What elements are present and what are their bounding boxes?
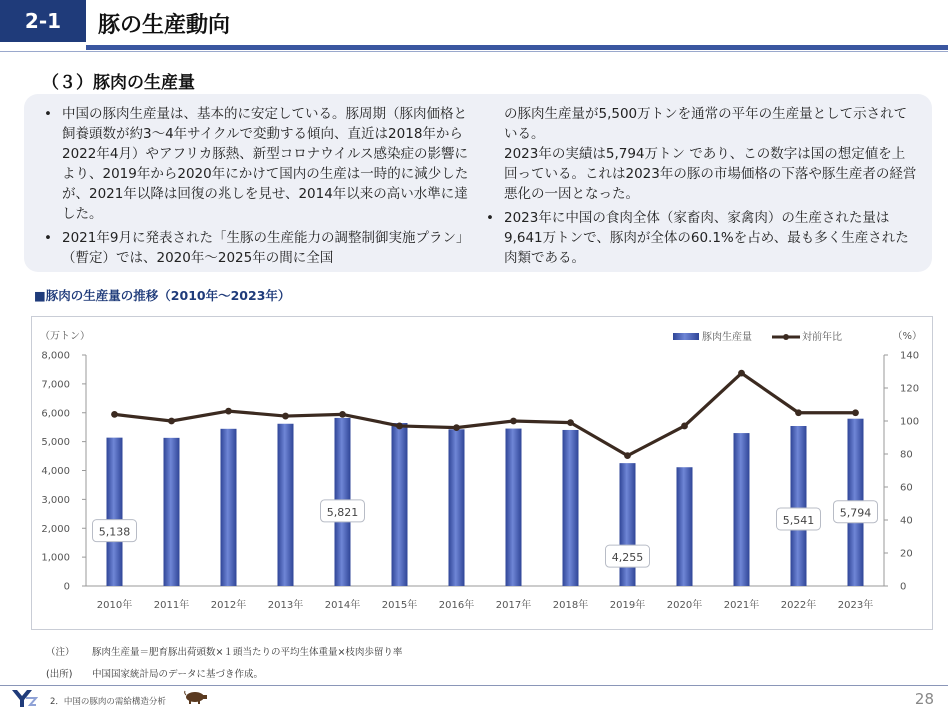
- left-tick-label: 8,000: [41, 350, 70, 362]
- summary-bullet-3: [486, 208, 918, 268]
- right-tick-label: 140: [900, 350, 920, 362]
- source-label: (出所): [46, 669, 73, 680]
- legend-bar-swatch: [673, 333, 699, 340]
- summary-bullet-1: [44, 104, 472, 224]
- x-tick-label: 2013年: [267, 600, 304, 611]
- right-tick-label: 40: [900, 515, 913, 527]
- bar: [734, 433, 750, 586]
- bar: [677, 467, 693, 586]
- note-label: （注）: [46, 647, 75, 658]
- left-tick-label: 4,000: [41, 466, 70, 477]
- x-tick-label: 2019年: [609, 600, 646, 611]
- right-tick-label: 80: [900, 449, 913, 461]
- chart-container: [31, 316, 933, 630]
- legend-bar-label: 豚肉生産量: [702, 332, 752, 343]
- yoy-point: [168, 418, 175, 425]
- yoy-point: [453, 424, 460, 431]
- x-tick-label: 2012年: [210, 600, 247, 611]
- yoy-point: [111, 411, 118, 418]
- x-tick-label: 2014年: [324, 600, 361, 611]
- left-tick-label: 0: [63, 581, 70, 593]
- pig-icon: [183, 690, 209, 704]
- bullet-text: 2023年に中国の食肉全体（家畜肉、家禽肉）の生産された量は9,641万トンで、豚肉が全体の60.1%を占め、最も多く生産された肉類である。: [504, 210, 909, 266]
- bar: [791, 426, 807, 586]
- yoy-point: [510, 418, 517, 425]
- right-axis-unit: （%）: [892, 331, 922, 342]
- data-label: 5,138: [98, 525, 131, 539]
- left-tick-label: 5,000: [41, 437, 70, 449]
- right-tick-label: 120: [900, 383, 920, 395]
- data-label: 4,255: [611, 551, 644, 565]
- bar: [164, 438, 180, 586]
- left-tick-label: 1,000: [41, 552, 70, 564]
- yoy-point: [339, 411, 346, 418]
- x-tick-label: 2021年: [723, 600, 760, 611]
- section-title: （３）豚肉の生産量: [42, 73, 195, 93]
- yoy-point: [795, 409, 802, 416]
- yoy-point: [225, 408, 232, 415]
- bullet-text: 中国の豚肉生産量は、基本的に安定している。豚周期（豚肉価格と飼養頭数が約3～4年サイクルで変動する傾向、直近は2018年から2022年4月）やアフリカ豚熱、新型コロナウイルス感染症の影響により、2019年から2020年にかけて国内の生産は一時的に減少したが、2021年以降は回復の兆しを見せ、2014年以来の高い水準に達した。: [62, 106, 469, 222]
- yoy-point: [567, 419, 574, 426]
- yoy-point: [624, 452, 631, 459]
- x-tick-label: 2015年: [381, 600, 418, 611]
- x-tick-label: 2016年: [438, 600, 475, 611]
- bullet-mark: •: [486, 210, 494, 226]
- left-tick-label: 6,000: [41, 408, 70, 420]
- bar: [506, 429, 522, 586]
- x-tick-label: 2023年: [837, 600, 874, 611]
- source-text: 中国国家統計局のデータに基づき作成。: [92, 669, 264, 680]
- x-tick-label: 2020年: [666, 600, 703, 611]
- yoy-point: [396, 423, 403, 430]
- bar: [392, 423, 408, 586]
- bullet-text: 2021年9月に発表された「生豚の生産能力の調整制御実施プラン」（暫定）では、2020年～2025年の間に全国: [62, 230, 470, 266]
- bar: [221, 429, 237, 586]
- data-label: 5,794: [839, 506, 872, 520]
- x-tick-label: 2018年: [552, 600, 589, 611]
- bullet-mark: •: [44, 106, 52, 122]
- x-tick-label: 2022年: [780, 600, 817, 611]
- bar: [107, 438, 123, 586]
- yoy-point: [738, 370, 745, 377]
- company-logo-icon: [10, 688, 38, 708]
- footer-chapter: 2．中国の豚肉の需給構造分析: [50, 697, 166, 707]
- yoy-point: [681, 423, 688, 430]
- bullet-2-continued: の豚肉生産量が5,500万トンを通常の平年の生産量として示されている。: [504, 106, 908, 142]
- note-formula: [46, 644, 402, 658]
- x-tick-label: 2011年: [153, 600, 190, 611]
- header-divider: [86, 45, 948, 50]
- note-source: [46, 666, 263, 680]
- legend-line-label: 対前年比: [802, 332, 842, 343]
- pork-production-chart: [32, 317, 932, 629]
- yoy-point: [282, 413, 289, 420]
- right-tick-label: 0: [900, 581, 907, 593]
- left-tick-label: 7,000: [41, 379, 70, 391]
- right-tick-label: 20: [900, 548, 913, 560]
- section-number: 2-1: [24, 9, 62, 33]
- left-axis-unit: （万トン）: [40, 331, 90, 342]
- right-tick-label: 100: [900, 416, 920, 428]
- x-tick-label: 2017年: [495, 600, 532, 611]
- bullet-2-result: 2023年の実績は5,794万トン であり、この数字は国の想定値を上回っている。これは2023年の豚の市場価格の下落や豚生産者の経営悪化の一因となった。: [504, 146, 917, 202]
- data-label: 5,821: [326, 505, 359, 519]
- bullet-mark: •: [44, 230, 52, 246]
- legend-line-marker: [783, 334, 789, 340]
- summary-right-column: [486, 104, 918, 272]
- data-label: 5,541: [782, 514, 815, 528]
- left-tick-label: 2,000: [41, 523, 70, 535]
- page-title: 豚の生産動向: [98, 13, 231, 38]
- bar: [278, 424, 294, 586]
- chart-title: ■豚肉の生産量の推移（2010年～2023年）: [34, 288, 291, 303]
- right-tick-label: 60: [900, 482, 913, 494]
- section-number-badge: [0, 0, 86, 42]
- note-text: 豚肉生産量＝肥育豚出荷頭数×１頭当たりの平均生体重量×枝肉歩留り率: [92, 647, 403, 658]
- summary-left-column: [44, 104, 472, 272]
- page-number: 28: [914, 690, 934, 708]
- bar: [563, 430, 579, 586]
- summary-bullet-2: [44, 228, 472, 268]
- footer-divider: [0, 685, 948, 686]
- summary-box: [24, 94, 932, 272]
- yoy-point: [852, 409, 859, 416]
- left-tick-label: 3,000: [41, 494, 70, 506]
- x-tick-label: 2010年: [96, 600, 133, 611]
- bar: [449, 429, 465, 586]
- header-divider-thin: [0, 51, 948, 52]
